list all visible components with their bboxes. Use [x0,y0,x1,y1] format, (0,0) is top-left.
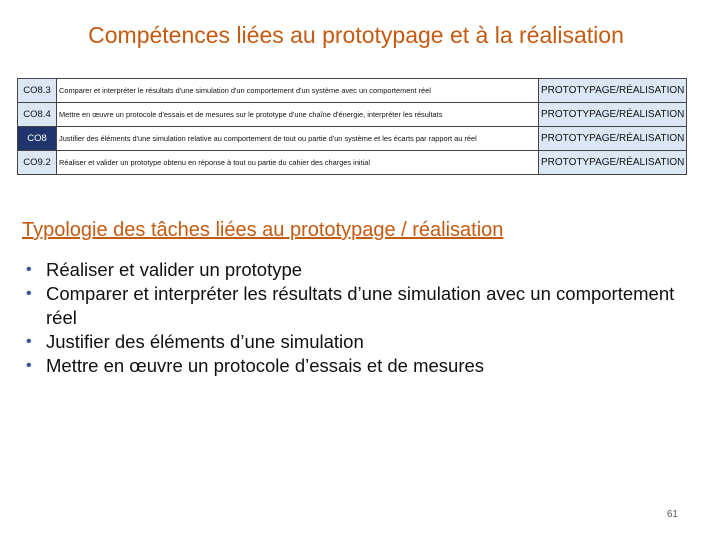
competence-category: PROTOTYPAGE/RÉALISATION [539,103,687,127]
task-text: Comparer et interpréter les résultats d’une simulation avec un comportement réel [46,283,675,328]
task-text: Justifier des éléments d’une simulation [46,331,364,352]
competence-category: PROTOTYPAGE/RÉALISATION [539,127,687,151]
competence-code: CO8.3 [18,79,57,103]
task-list [22,258,682,378]
competence-description: Justifier des éléments d'une simulation relative au comportement de tout ou partie d'un système et les écarts par rapport au réel [57,127,539,151]
list-item [22,258,682,282]
table-row [18,79,687,103]
list-item [22,282,682,330]
bullet-icon: • [26,285,32,302]
task-text: Réaliser et valider un prototype [46,259,303,280]
competences-table [17,78,687,175]
task-text: Mettre en œuvre un protocole d’essais et de mesures [46,355,485,376]
table-row [18,103,687,127]
competence-code: CO8 [18,127,57,151]
competence-description: Comparer et interpréter le résultats d'une simulation d'un comportement d'un système avec un comportement réel [57,79,539,103]
competence-category: PROTOTYPAGE/RÉALISATION [539,79,687,103]
bullet-icon: • [26,261,32,278]
table-row [18,127,687,151]
list-item [22,330,682,354]
competence-category: PROTOTYPAGE/RÉALISATION [539,151,687,175]
competence-description: Mettre en œuvre un protocole d'essais et de mesures sur le prototype d'une chaîne d'énergie, interpréter les résultats [57,103,539,127]
slide-title: Compétences liées au prototypage et à la réalisation [88,22,624,48]
table-row [18,151,687,175]
competence-code: CO9.2 [18,151,57,175]
competence-code: CO8.4 [18,103,57,127]
bullet-icon: • [26,333,32,350]
section-subtitle: Typologie des tâches liées au prototypage / réalisation [22,219,504,241]
list-item [22,354,682,378]
page-number: 61 [666,509,678,520]
bullet-icon: • [26,357,32,374]
competence-description: Réaliser et valider un prototype obtenu en réponse à tout ou partie du cahier des charges initial [57,151,539,175]
